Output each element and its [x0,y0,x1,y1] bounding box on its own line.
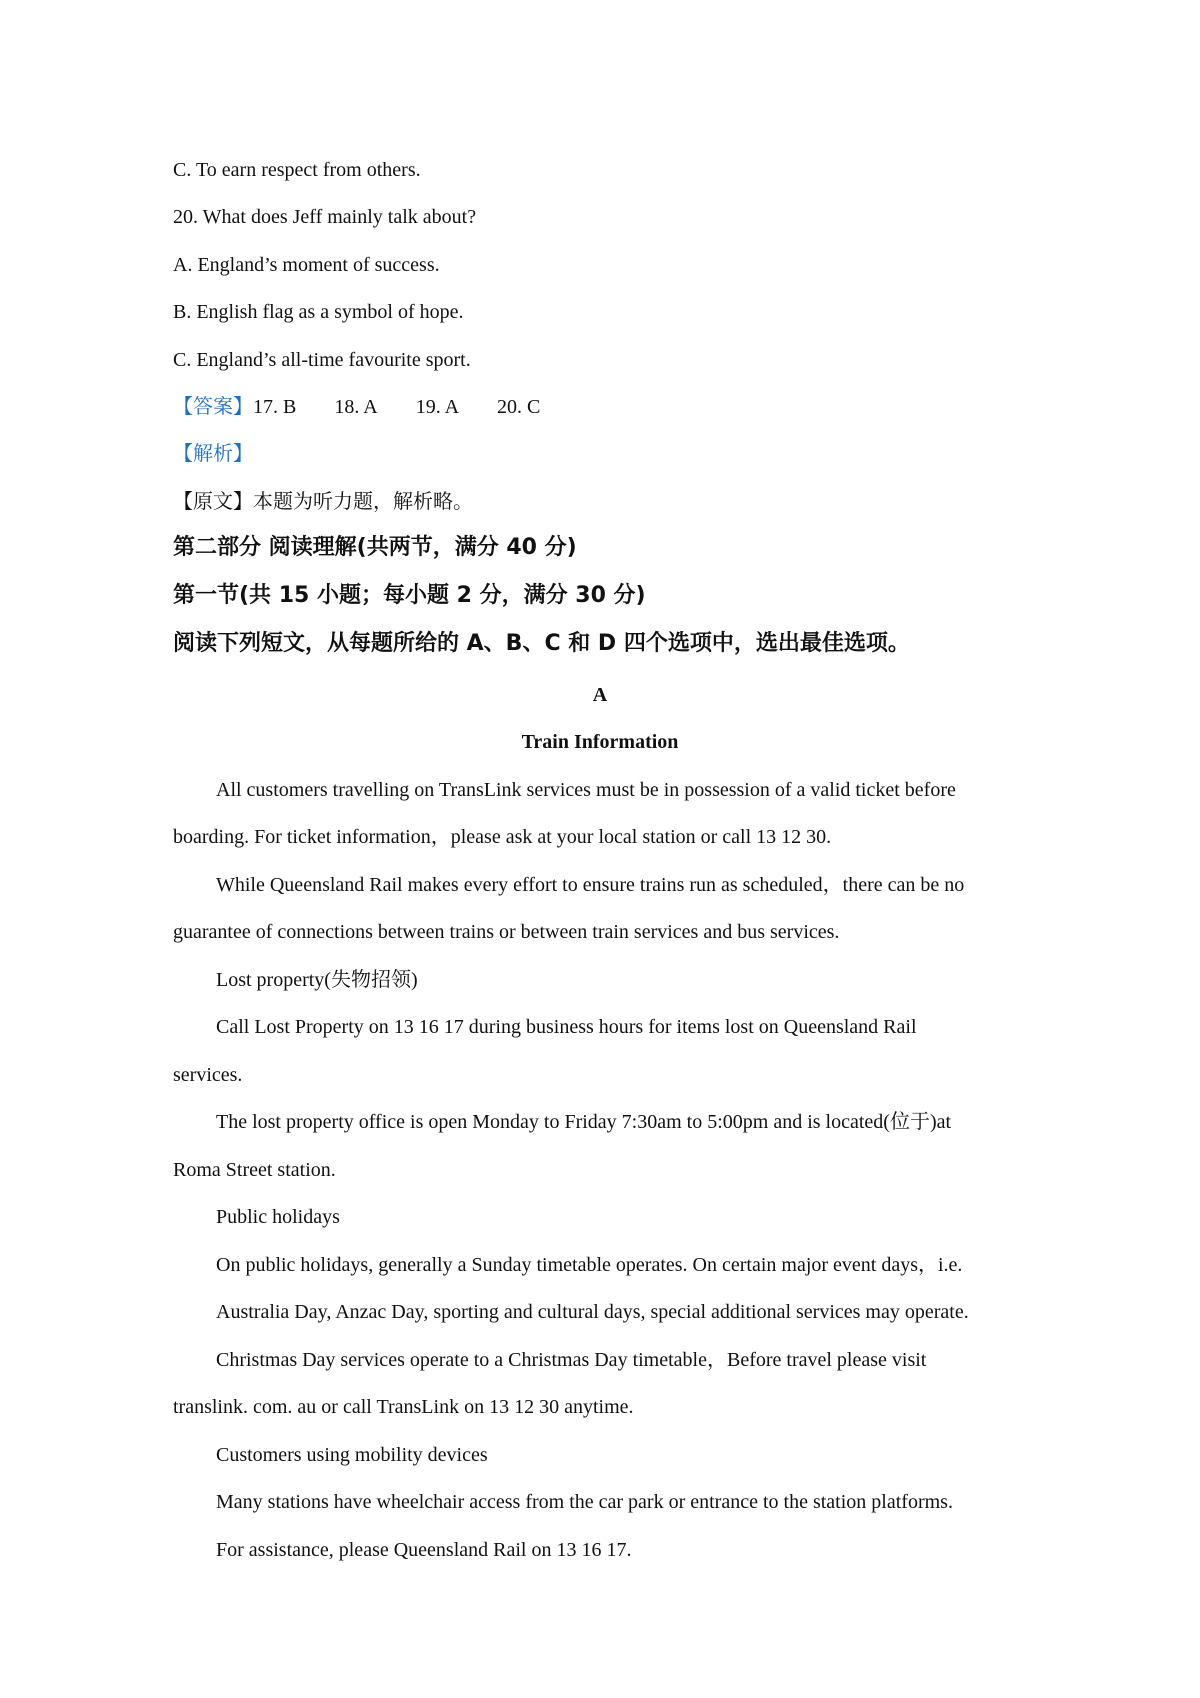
passage-line: Many stations have wheelchair access from the car park or entrance to the station platforms. [216,1491,953,1513]
passage-line: All customers travelling on TransLink services must be in possession of a valid ticket before [216,779,956,801]
passage-line: Christmas Day services operate to a Christmas Day timetable，Before travel please visit [216,1349,927,1371]
passage-letter: A [592,684,608,706]
answer-item: 17. B [253,396,297,418]
passage-line: Australia Day, Anzac Day, sporting and cultural days, special additional services may operate. [216,1301,969,1323]
section-title: 第一节(共 15 小题；每小题 2 分，满分 30 分) [173,583,646,608]
passage-line: guarantee of connections between trains or between train services and bus services. [173,921,840,943]
answer-label: 【答案】 [173,396,253,418]
passage-line: For assistance, please Queensland Rail on 13 16 17. [216,1539,632,1561]
part-title: 第二部分 阅读理解(共两节，满分 40 分) [173,535,577,560]
answer-item: 19. A [415,396,460,418]
passage-line: boarding. For ticket information，please ask at your local station or call 13 12 30. [173,826,832,848]
q20-option-a: A. England’s moment of success. [173,254,440,276]
answer-item: 18. A [334,396,378,418]
q20-question: 20. What does Jeff mainly talk about? [173,206,477,228]
original-text: 本题为听力题，解析略。 [253,491,473,513]
passage-line: Roma Street station. [173,1159,336,1181]
passage-line: On public holidays, generally a Sunday timetable operates. On certain major event days，i.e. [216,1254,963,1276]
passage-line: The lost property office is open Monday to Friday 7:30am to 5:00pm and is located(位于)at [216,1111,952,1133]
passage-line: services. [173,1064,243,1086]
analysis-label: 【解析】 [173,443,253,465]
original-label: 【原文】 [173,491,253,513]
passage-line: While Queensland Rail makes every effort to ensure trains run as scheduled，there can be no [216,874,965,896]
answer-line [173,394,540,420]
q19-option-c: C. To earn respect from others. [173,159,421,181]
passage-line: Customers using mobility devices [216,1444,488,1466]
passage-line: translink. com. au or call TransLink on 13 12 30 anytime. [173,1396,634,1418]
original-text-line [173,489,473,515]
answer-item: 20. C [497,396,541,418]
q20-option-c: C. England’s all-time favourite sport. [173,349,471,371]
passage-line: Lost property(失物招领) [216,969,418,991]
instruction: 阅读下列短文，从每题所给的 A、B、C 和 D 四个选项中，选出最佳选项。 [173,631,910,656]
passage-line: Call Lost Property on 13 16 17 during business hours for items lost on Queensland Rail [216,1016,917,1038]
passage-title: Train Information [521,731,679,753]
passage-line: Public holidays [216,1206,340,1228]
q20-option-b: B. English flag as a symbol of hope. [173,301,464,323]
